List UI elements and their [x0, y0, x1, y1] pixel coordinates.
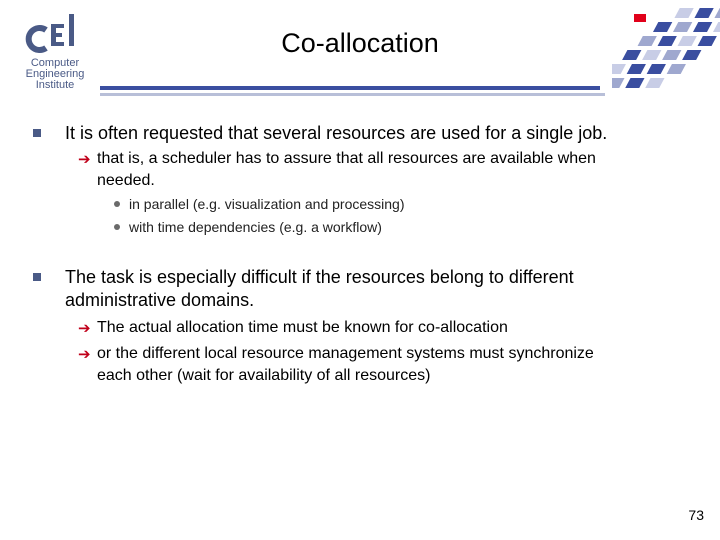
sub-bullet-text	[97, 148, 697, 192]
bullet-square-icon	[33, 129, 41, 137]
arrow-bullet-icon: ➔	[78, 150, 91, 168]
bullet-text	[65, 266, 705, 312]
bullet-line: administrative domains.	[65, 290, 255, 310]
sub-bullet-text: The actual allocation time must be known for co-allocation	[97, 319, 508, 336]
arrow-bullet-icon: ➔	[78, 345, 91, 363]
bullet-text: It is often requested that several resources are used for a single job.	[65, 123, 608, 143]
slide-title: Co-allocation	[281, 28, 439, 58]
sub-bullet-line: that is, a scheduler has to assure that all resources are available when	[97, 150, 596, 167]
dot-bullet-icon	[114, 201, 120, 207]
logo-line: Engineering	[25, 68, 85, 80]
logo-line: Computer	[30, 57, 80, 69]
sub-bullet-line: each other (wait for availability of all resources)	[97, 367, 431, 384]
sub-sub-bullet-text: with time dependencies (e.g. a workflow)	[129, 219, 382, 235]
sub-bullet-line: needed.	[97, 172, 155, 189]
arrow-bullet-icon: ➔	[78, 319, 91, 337]
logo-line: Institute	[35, 79, 75, 91]
sub-bullet-text	[97, 343, 697, 387]
sub-sub-bullet-text: in parallel (e.g. visualization and processing)	[129, 196, 405, 212]
sub-bullet-line: or the different local resource management systems must synchronize	[97, 345, 594, 362]
dot-bullet-icon	[114, 224, 120, 230]
bullet-square-icon	[33, 273, 41, 281]
page-number: 73	[688, 507, 704, 523]
bullet-line: The task is especially difficult if the resources belong to different	[65, 267, 574, 287]
